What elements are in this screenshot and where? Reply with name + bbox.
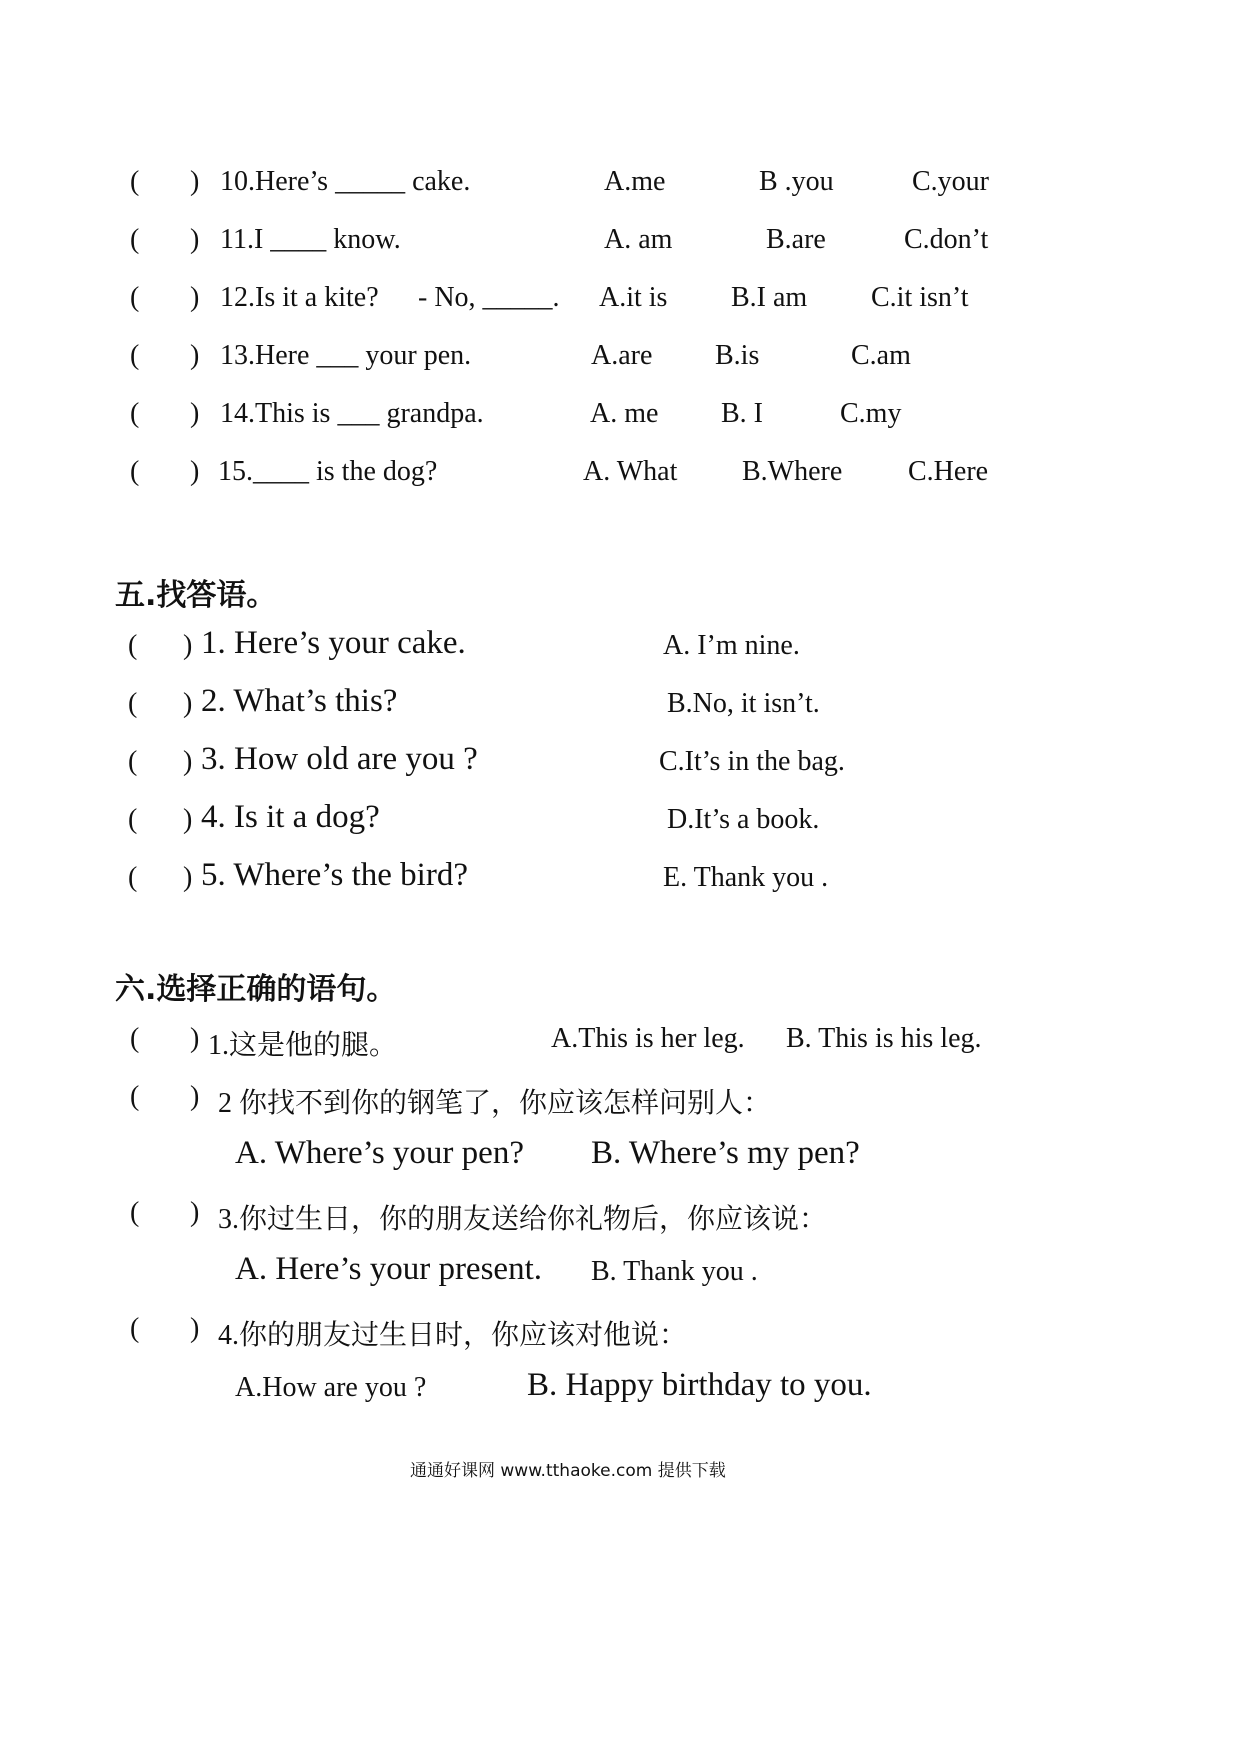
- question-text: 10.Here’s _____ cake.: [220, 166, 471, 197]
- question-text: 11.I ____ know.: [220, 224, 401, 255]
- answer-paren-left: (: [128, 630, 138, 661]
- section-heading: 六.选择正确的语句。: [115, 972, 397, 1007]
- answer-paren-right: ): [190, 282, 200, 313]
- question-text: 3. How old are you ?: [201, 741, 478, 777]
- option-a: A. Here’s your present.: [235, 1251, 542, 1287]
- answer-paren-right: ): [190, 1023, 200, 1054]
- answer-paren-right: ): [190, 456, 200, 487]
- question-text: 1.这是他的腿。: [208, 1030, 398, 1061]
- answer-paren-left: (: [130, 282, 140, 313]
- question-text: 3.你过生日，你的朋友送给你礼物后，你应该说：: [218, 1204, 828, 1235]
- section-heading: 五.找答语。: [115, 578, 277, 613]
- answer-paren-right: ): [190, 398, 200, 429]
- answer-paren-right: ): [183, 746, 193, 777]
- question-text: 4. Is it a dog?: [201, 799, 380, 835]
- answer-paren-right: ): [190, 1313, 200, 1344]
- option-b: B. I: [721, 398, 763, 429]
- answer-paren-left: (: [128, 862, 138, 893]
- answer-blank-text: - No, _____.: [418, 282, 560, 313]
- option-a: A. me: [590, 398, 659, 429]
- question-text: 5. Where’s the bird?: [201, 857, 468, 893]
- option-c: C.it isn’t: [871, 282, 969, 313]
- answer-option: D.It’s a book.: [667, 804, 820, 835]
- option-c: C.am: [851, 340, 911, 371]
- option-b: B. This is his leg.: [786, 1023, 982, 1054]
- page-footer: 通通好课网 www.tthaoke.com 提供下载: [410, 1461, 726, 1481]
- question-text: 4.你的朋友过生日时，你应该对他说：: [218, 1320, 688, 1351]
- option-a: A.me: [604, 166, 666, 197]
- answer-paren-left: (: [128, 688, 138, 719]
- option-c: C.my: [840, 398, 902, 429]
- option-c: C.your: [912, 166, 989, 197]
- answer-paren-left: (: [130, 1313, 140, 1344]
- option-b: B. Thank you .: [591, 1256, 758, 1287]
- answer-paren-left: (: [130, 398, 140, 429]
- option-a: A.it is: [599, 282, 668, 313]
- answer-paren-left: (: [130, 1023, 140, 1054]
- option-c: C.don’t: [904, 224, 989, 255]
- answer-paren-left: (: [130, 1081, 140, 1112]
- answer-paren-right: ): [190, 1197, 200, 1228]
- option-b: B. Happy birthday to you.: [527, 1367, 872, 1403]
- question-text: 15.____ is the dog?: [218, 456, 438, 487]
- question-text: 13.Here ___ your pen.: [220, 340, 472, 371]
- answer-paren-right: ): [190, 340, 200, 371]
- answer-paren-left: (: [128, 804, 138, 835]
- option-a: A.How are you ?: [235, 1372, 427, 1403]
- answer-paren-left: (: [130, 340, 140, 371]
- option-a: A.This is her leg.: [551, 1023, 745, 1054]
- option-b: B.I am: [731, 282, 808, 313]
- answer-paren-right: ): [183, 688, 193, 719]
- answer-paren-left: (: [130, 166, 140, 197]
- option-a: A. Where’s your pen?: [235, 1135, 524, 1171]
- question-text: 12.Is it a kite?: [220, 282, 379, 313]
- answer-option: E. Thank you .: [663, 862, 829, 893]
- answer-option: B.No, it isn’t.: [667, 688, 820, 719]
- answer-paren-right: ): [183, 804, 193, 835]
- option-c: C.Here: [908, 456, 989, 487]
- answer-paren-right: ): [190, 166, 200, 197]
- answer-paren-right: ): [183, 630, 193, 661]
- answer-paren-right: ): [190, 224, 200, 255]
- option-a: A. What: [583, 456, 678, 487]
- answer-paren-left: (: [128, 746, 138, 777]
- option-b: B.is: [715, 340, 760, 371]
- option-b: B. Where’s my pen?: [591, 1135, 860, 1171]
- question-text: 1. Here’s your cake.: [201, 625, 466, 661]
- option-a: A. am: [604, 224, 673, 255]
- option-a: A.are: [591, 340, 653, 371]
- answer-option: A. I’m nine.: [663, 630, 800, 661]
- answer-option: C.It’s in the bag.: [659, 746, 845, 777]
- answer-paren-left: (: [130, 456, 140, 487]
- question-text: 2 你找不到你的钢笔了，你应该怎样问别人：: [218, 1088, 772, 1119]
- option-b: B.are: [766, 224, 826, 255]
- answer-paren-left: (: [130, 1197, 140, 1228]
- question-text: 2. What’s this?: [201, 683, 398, 719]
- answer-paren-right: ): [190, 1081, 200, 1112]
- answer-paren-right: ): [183, 862, 193, 893]
- option-b: B .you: [759, 166, 834, 197]
- answer-paren-left: (: [130, 224, 140, 255]
- question-text: 14.This is ___ grandpa.: [220, 398, 484, 429]
- option-b: B.Where: [742, 456, 843, 487]
